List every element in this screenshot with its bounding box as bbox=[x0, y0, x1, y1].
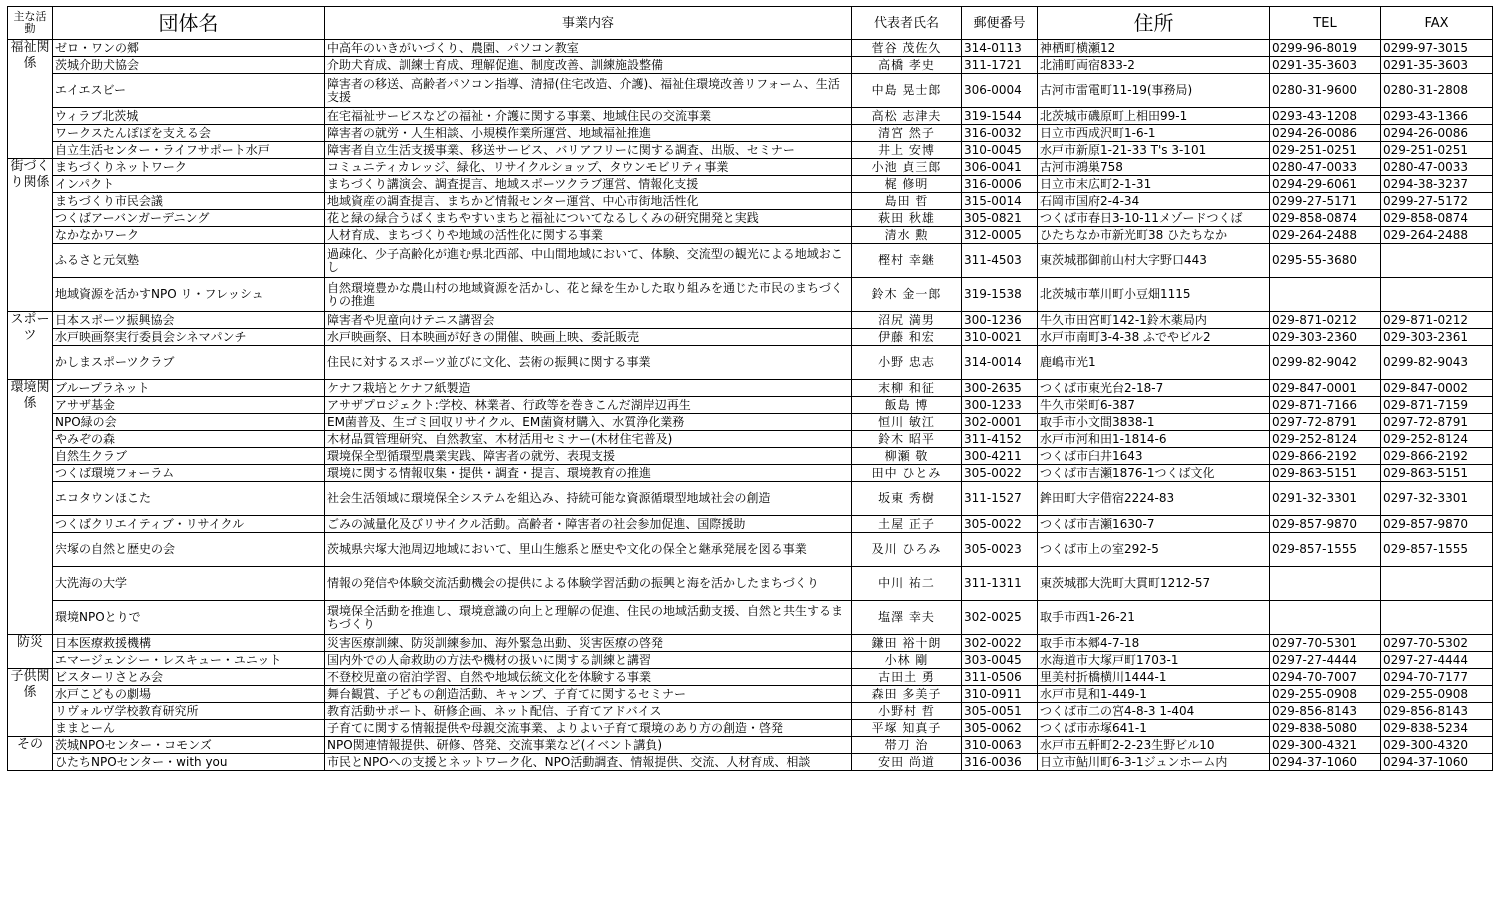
tel-number-cell: 029-838-5080 bbox=[1270, 720, 1381, 737]
org-name-cell: ブループラネット bbox=[53, 380, 325, 397]
postal-code-cell: 300-2635 bbox=[962, 380, 1038, 397]
org-name-cell: 日本医療救援機構 bbox=[53, 635, 325, 652]
tel-number-cell: 0299-27-5171 bbox=[1270, 193, 1381, 210]
activity-cell: 在宅福祉サービスなどの福祉・介護に関する事業、地域住民の交流事業 bbox=[325, 108, 852, 125]
representative-cell: 鈴木 金一郎 bbox=[852, 278, 962, 312]
tel-number-cell: 0295-55-3680 bbox=[1270, 244, 1381, 278]
address-cell: つくば市吉瀬1630-7 bbox=[1038, 516, 1270, 533]
fax-number-cell bbox=[1381, 601, 1493, 635]
fax-number-cell: 029-871-0212 bbox=[1381, 312, 1493, 329]
activity-cell: まちづくり講演会、調査提言、地域スポーツクラブ運営、情報化支援 bbox=[325, 176, 852, 193]
activity-cell: 情報の発信や体験交流活動機会の提供による体験学習活動の振興と海を活かしたまちづくり bbox=[325, 567, 852, 601]
representative-cell: 萩田 秋雄 bbox=[852, 210, 962, 227]
activity-cell: 地域資産の調査提言、まちかど情報センター運営、中心市街地活性化 bbox=[325, 193, 852, 210]
org-name-cell: 水戸映画祭実行委員会シネマパンチ bbox=[53, 329, 325, 346]
activity-cell: 中高年のいきがいづくり、農園、パソコン教室 bbox=[325, 40, 852, 57]
postal-code-cell: 316-0032 bbox=[962, 125, 1038, 142]
table-row bbox=[8, 329, 1493, 346]
representative-cell: 中島 晃士郎 bbox=[852, 74, 962, 108]
fax-number-cell: 0297-27-4444 bbox=[1381, 652, 1493, 669]
fax-number-cell: 0297-32-3301 bbox=[1381, 482, 1493, 516]
activity-cell: 障害者の就労・人生相談、小規模作業所運営、地域福祉推進 bbox=[325, 125, 852, 142]
table-row bbox=[8, 482, 1493, 516]
org-name-cell: つくば環境フォーラム bbox=[53, 465, 325, 482]
org-name-cell: 日本スポーツ振興協会 bbox=[53, 312, 325, 329]
postal-code-cell: 305-0022 bbox=[962, 465, 1038, 482]
tel-number-cell: 0299-96-8019 bbox=[1270, 40, 1381, 57]
tel-number-cell: 029-857-1555 bbox=[1270, 533, 1381, 567]
address-cell: つくば市吉瀬1876-1つくば文化 bbox=[1038, 465, 1270, 482]
activity-cell: 災害医療訓練、防災訓練参加、海外緊急出動、災害医療の啓発 bbox=[325, 635, 852, 652]
tel-number-cell: 029-303-2360 bbox=[1270, 329, 1381, 346]
address-cell: 取手市小文間3838-1 bbox=[1038, 414, 1270, 431]
table-row bbox=[8, 533, 1493, 567]
fax-number-cell: 029-863-5151 bbox=[1381, 465, 1493, 482]
header-activity: 事業内容 bbox=[325, 7, 852, 40]
org-name-cell: ひたちNPOセンター・with you bbox=[53, 754, 325, 771]
header-zip: 郵便番号 bbox=[962, 7, 1038, 40]
fax-number-cell: 029-251-0251 bbox=[1381, 142, 1493, 159]
tel-number-cell: 0291-35-3603 bbox=[1270, 57, 1381, 74]
postal-code-cell: 311-1311 bbox=[962, 567, 1038, 601]
fax-number-cell: 029-866-2192 bbox=[1381, 448, 1493, 465]
fax-number-cell: 029-838-5234 bbox=[1381, 720, 1493, 737]
fax-number-cell: 029-856-8143 bbox=[1381, 703, 1493, 720]
org-name-cell: ままとーん bbox=[53, 720, 325, 737]
org-name-cell: 宍塚の自然と歴史の会 bbox=[53, 533, 325, 567]
fax-number-cell: 029-264-2488 bbox=[1381, 227, 1493, 244]
postal-code-cell: 305-0821 bbox=[962, 210, 1038, 227]
address-cell: 水戸市五軒町2-2-23生野ビル10 bbox=[1038, 737, 1270, 754]
header-address: 住所 bbox=[1038, 7, 1270, 40]
org-name-cell: ワークスたんぽぽを支える会 bbox=[53, 125, 325, 142]
tel-number-cell: 029-252-8124 bbox=[1270, 431, 1381, 448]
org-name-cell: まちづくり市民会議 bbox=[53, 193, 325, 210]
address-cell: 古河市鴻巣758 bbox=[1038, 159, 1270, 176]
org-name-cell: つくばアーバンガーデニング bbox=[53, 210, 325, 227]
org-name-cell: ゼロ・ワンの郷 bbox=[53, 40, 325, 57]
activity-cell: 環境に関する情報収集・提供・調査・提言、環境教育の推進 bbox=[325, 465, 852, 482]
tel-number-cell bbox=[1270, 278, 1381, 312]
table-row bbox=[8, 227, 1493, 244]
representative-cell: 恒川 敏江 bbox=[852, 414, 962, 431]
org-name-cell: 自然生クラブ bbox=[53, 448, 325, 465]
activity-cell: 不登校児童の宿泊学習、自然や地域伝統文化を体験する事業 bbox=[325, 669, 852, 686]
representative-cell: 田中 ひとみ bbox=[852, 465, 962, 482]
table-row bbox=[8, 431, 1493, 448]
category-cell: その bbox=[8, 737, 53, 771]
postal-code-cell: 305-0051 bbox=[962, 703, 1038, 720]
fax-number-cell: 029-252-8124 bbox=[1381, 431, 1493, 448]
activity-cell: 自然環境豊かな農山村の地域資源を活かし、花と緑を生かした取り組みを通じた市民のまちづくりの推進 bbox=[325, 278, 852, 312]
representative-cell: 井上 安博 bbox=[852, 142, 962, 159]
tel-number-cell: 029-866-2192 bbox=[1270, 448, 1381, 465]
tel-number-cell: 0280-31-9600 bbox=[1270, 74, 1381, 108]
table-row bbox=[8, 380, 1493, 397]
fax-number-cell: 0297-72-8791 bbox=[1381, 414, 1493, 431]
fax-number-cell: 0293-43-1366 bbox=[1381, 108, 1493, 125]
representative-cell: 及川 ひろみ bbox=[852, 533, 962, 567]
representative-cell: 高橋 孝史 bbox=[852, 57, 962, 74]
postal-code-cell: 300-4211 bbox=[962, 448, 1038, 465]
postal-code-cell: 302-0001 bbox=[962, 414, 1038, 431]
tel-number-cell: 029-856-8143 bbox=[1270, 703, 1381, 720]
activity-cell: 水戸映画祭、日本映画が好きの開催、映画上映、委託販売 bbox=[325, 329, 852, 346]
activity-cell: 障害者自立生活支援事業、移送サービス、バリアフリーに関する調査、出版、セミナー bbox=[325, 142, 852, 159]
postal-code-cell: 305-0062 bbox=[962, 720, 1038, 737]
category-cell: 福祉関係 bbox=[8, 40, 53, 159]
activity-cell: 人材育成、まちづくりや地域の活性化に関する事業 bbox=[325, 227, 852, 244]
fax-number-cell bbox=[1381, 244, 1493, 278]
postal-code-cell: 314-0014 bbox=[962, 346, 1038, 380]
org-name-cell: リヴォルヴ学校教育研究所 bbox=[53, 703, 325, 720]
org-name-cell: 大洗海の大学 bbox=[53, 567, 325, 601]
org-name-cell: やみぞの森 bbox=[53, 431, 325, 448]
address-cell: ひたちなか市新光町38 ひたちなか bbox=[1038, 227, 1270, 244]
tel-number-cell: 0291-32-3301 bbox=[1270, 482, 1381, 516]
tel-number-cell bbox=[1270, 601, 1381, 635]
fax-number-cell: 029-847-0002 bbox=[1381, 380, 1493, 397]
activity-cell: ごみの減量化及びリサイクル活動。高齢者・障害者の社会参加促進、国際援助 bbox=[325, 516, 852, 533]
fax-number-cell bbox=[1381, 278, 1493, 312]
tel-number-cell: 0297-27-4444 bbox=[1270, 652, 1381, 669]
address-cell: 古河市雷電町11-19(事務局) bbox=[1038, 74, 1270, 108]
postal-code-cell: 319-1544 bbox=[962, 108, 1038, 125]
address-cell: 石岡市国府2-4-34 bbox=[1038, 193, 1270, 210]
address-cell: 日立市末広町2-1-31 bbox=[1038, 176, 1270, 193]
address-cell: 取手市西1-26-21 bbox=[1038, 601, 1270, 635]
address-cell: 北浦町両宿833-2 bbox=[1038, 57, 1270, 74]
activity-cell: 住民に対するスポーツ並びに文化、芸術の振興に関する事業 bbox=[325, 346, 852, 380]
org-name-cell: まちづくりネットワーク bbox=[53, 159, 325, 176]
tel-number-cell: 029-871-7166 bbox=[1270, 397, 1381, 414]
postal-code-cell: 316-0006 bbox=[962, 176, 1038, 193]
representative-cell: 沼尻 満男 bbox=[852, 312, 962, 329]
representative-cell: 梶 修明 bbox=[852, 176, 962, 193]
table-row bbox=[8, 397, 1493, 414]
header-fax: FAX bbox=[1381, 7, 1493, 40]
table-row bbox=[8, 74, 1493, 108]
table-row bbox=[8, 193, 1493, 210]
fax-number-cell: 0294-70-7177 bbox=[1381, 669, 1493, 686]
tel-number-cell: 029-871-0212 bbox=[1270, 312, 1381, 329]
table-row bbox=[8, 159, 1493, 176]
category-cell: 街づくり関係 bbox=[8, 159, 53, 312]
table-row bbox=[8, 754, 1493, 771]
address-cell: 日立市鮎川町6-3-1ジュンホーム内 bbox=[1038, 754, 1270, 771]
postal-code-cell: 302-0025 bbox=[962, 601, 1038, 635]
representative-cell: 塩澤 幸夫 bbox=[852, 601, 962, 635]
org-name-cell: NPO緑の会 bbox=[53, 414, 325, 431]
representative-cell: 古田土 勇 bbox=[852, 669, 962, 686]
activity-cell: 環境保全型循環型農業実践、障害者の就労、表現支援 bbox=[325, 448, 852, 465]
table-row bbox=[8, 57, 1493, 74]
fax-number-cell: 029-857-9870 bbox=[1381, 516, 1493, 533]
table-row bbox=[8, 737, 1493, 754]
activity-cell: アサザプロジェクト:学校、林業者、行政等を巻きこんだ湖岸辺再生 bbox=[325, 397, 852, 414]
table-row bbox=[8, 278, 1493, 312]
postal-code-cell: 310-0021 bbox=[962, 329, 1038, 346]
postal-code-cell: 303-0045 bbox=[962, 652, 1038, 669]
org-name-cell: かしまスポーツクラブ bbox=[53, 346, 325, 380]
table-row bbox=[8, 125, 1493, 142]
representative-cell: 帯刀 治 bbox=[852, 737, 962, 754]
tel-number-cell: 029-857-9870 bbox=[1270, 516, 1381, 533]
postal-code-cell: 302-0022 bbox=[962, 635, 1038, 652]
representative-cell: 小野村 哲 bbox=[852, 703, 962, 720]
tel-number-cell bbox=[1270, 567, 1381, 601]
address-cell: 取手市本郷4-7-18 bbox=[1038, 635, 1270, 652]
table-row bbox=[8, 40, 1493, 57]
tel-number-cell: 0294-29-6061 bbox=[1270, 176, 1381, 193]
postal-code-cell: 311-1527 bbox=[962, 482, 1038, 516]
table-row bbox=[8, 414, 1493, 431]
org-name-cell: エコタウンほこた bbox=[53, 482, 325, 516]
tel-number-cell: 0299-82-9042 bbox=[1270, 346, 1381, 380]
address-cell: つくば市臼井1643 bbox=[1038, 448, 1270, 465]
representative-cell: 森田 多美子 bbox=[852, 686, 962, 703]
org-name-cell: つくばクリエイティブ・リサイクル bbox=[53, 516, 325, 533]
representative-cell: 末柳 和征 bbox=[852, 380, 962, 397]
representative-cell: 柳瀬 敬 bbox=[852, 448, 962, 465]
address-cell: 東茨城郡大洗町大貫町1212-57 bbox=[1038, 567, 1270, 601]
category-cell: 防災 bbox=[8, 635, 53, 669]
activity-cell: 舞台観賞、子どもの創造活動、キャンプ、子育てに関するセミナー bbox=[325, 686, 852, 703]
address-cell: 北茨城市磯原町上相田99-1 bbox=[1038, 108, 1270, 125]
tel-number-cell: 0294-70-7007 bbox=[1270, 669, 1381, 686]
header-row bbox=[8, 7, 1493, 40]
header-category: 主な活動 bbox=[8, 7, 53, 40]
postal-code-cell: 311-1721 bbox=[962, 57, 1038, 74]
address-cell: 神栖町横瀬12 bbox=[1038, 40, 1270, 57]
tel-number-cell: 029-858-0874 bbox=[1270, 210, 1381, 227]
address-cell: つくば市上の室292-5 bbox=[1038, 533, 1270, 567]
activity-cell: 教育活動サポート、研修企画、ネット配信、子育てアドバイス bbox=[325, 703, 852, 720]
table-row bbox=[8, 210, 1493, 227]
table-row bbox=[8, 312, 1493, 329]
fax-number-cell: 029-303-2361 bbox=[1381, 329, 1493, 346]
fax-number-cell: 0294-37-1060 bbox=[1381, 754, 1493, 771]
table-row bbox=[8, 652, 1493, 669]
activity-cell: 市民とNPOへの支援とネットワーク化、NPO活動調査、情報提供、交流、人材育成、相談 bbox=[325, 754, 852, 771]
postal-code-cell: 310-0911 bbox=[962, 686, 1038, 703]
activity-cell: 障害者や児童向けテニス講習会 bbox=[325, 312, 852, 329]
postal-code-cell: 311-4152 bbox=[962, 431, 1038, 448]
tel-number-cell: 0293-43-1208 bbox=[1270, 108, 1381, 125]
npo-directory-table bbox=[7, 6, 1493, 771]
table-row bbox=[8, 703, 1493, 720]
address-cell: つくば市赤塚641-1 bbox=[1038, 720, 1270, 737]
table-row bbox=[8, 142, 1493, 159]
activity-cell: ケナフ栽培とケナフ紙製造 bbox=[325, 380, 852, 397]
org-name-cell: インパクト bbox=[53, 176, 325, 193]
postal-code-cell: 310-0045 bbox=[962, 142, 1038, 159]
activity-cell: 介助犬育成、訓練士育成、理解促進、制度改善、訓練施設整備 bbox=[325, 57, 852, 74]
fax-number-cell: 0299-97-3015 bbox=[1381, 40, 1493, 57]
fax-number-cell: 0299-82-9043 bbox=[1381, 346, 1493, 380]
category-cell: 子供関係 bbox=[8, 669, 53, 737]
header-name: 団体名 bbox=[53, 7, 325, 40]
representative-cell: 飯島 博 bbox=[852, 397, 962, 414]
postal-code-cell: 312-0005 bbox=[962, 227, 1038, 244]
tel-number-cell: 029-300-4321 bbox=[1270, 737, 1381, 754]
tel-number-cell: 029-863-5151 bbox=[1270, 465, 1381, 482]
table-row bbox=[8, 669, 1493, 686]
address-cell: つくば市東光台2-18-7 bbox=[1038, 380, 1270, 397]
activity-cell: 茨城県宍塚大池周辺地域において、里山生態系と歴史や文化の保全と継承発展を図る事業 bbox=[325, 533, 852, 567]
table-row bbox=[8, 346, 1493, 380]
postal-code-cell: 306-0041 bbox=[962, 159, 1038, 176]
activity-cell: 木材品質管理研究、自然教室、木材活用セミナー(木材住宅普及) bbox=[325, 431, 852, 448]
representative-cell: 小野 忠志 bbox=[852, 346, 962, 380]
representative-cell: 安田 尚道 bbox=[852, 754, 962, 771]
table-row bbox=[8, 244, 1493, 278]
postal-code-cell: 316-0036 bbox=[962, 754, 1038, 771]
representative-cell: 高松 志津夫 bbox=[852, 108, 962, 125]
fax-number-cell: 0291-35-3603 bbox=[1381, 57, 1493, 74]
activity-cell: 花と緑の緑合うばくまちやすいまちと福祉についてなるしくみの研究開発と実践 bbox=[325, 210, 852, 227]
representative-cell: 島田 哲 bbox=[852, 193, 962, 210]
activity-cell: 社会生活領域に環境保全システムを組込み、持続可能な資源循環型地域社会の創造 bbox=[325, 482, 852, 516]
activity-cell: 子育てに関する情報提供や母親交流事業、よりよい子育て環境のあり方の創造・啓発 bbox=[325, 720, 852, 737]
fax-number-cell: 0299-27-5172 bbox=[1381, 193, 1493, 210]
postal-code-cell: 311-4503 bbox=[962, 244, 1038, 278]
activity-cell: EM菌普及、生ゴミ回収リサイクル、EM菌資材購入、水質浄化業務 bbox=[325, 414, 852, 431]
fax-number-cell: 0297-70-5302 bbox=[1381, 635, 1493, 652]
activity-cell: 国内外での人命救助の方法や機材の扱いに関する訓練と講習 bbox=[325, 652, 852, 669]
org-name-cell: 地域資源を活かすNPO リ・フレッシュ bbox=[53, 278, 325, 312]
address-cell: 水戸市見和1-449-1 bbox=[1038, 686, 1270, 703]
table-row bbox=[8, 516, 1493, 533]
postal-code-cell: 310-0063 bbox=[962, 737, 1038, 754]
representative-cell: 清水 勲 bbox=[852, 227, 962, 244]
tel-number-cell: 029-251-0251 bbox=[1270, 142, 1381, 159]
category-cell: 環境関係 bbox=[8, 380, 53, 635]
representative-cell: 鎌田 裕十朗 bbox=[852, 635, 962, 652]
org-name-cell: ウィラブ北茨城 bbox=[53, 108, 325, 125]
org-name-cell: 水戸こどもの劇場 bbox=[53, 686, 325, 703]
postal-code-cell: 300-1236 bbox=[962, 312, 1038, 329]
representative-cell: 鈴木 昭平 bbox=[852, 431, 962, 448]
address-cell: 水戸市新原1-21-33 T's 3-101 bbox=[1038, 142, 1270, 159]
address-cell: つくば市二の宮4-8-3 1-404 bbox=[1038, 703, 1270, 720]
org-name-cell: エマージェンシー・レスキュー・ユニット bbox=[53, 652, 325, 669]
representative-cell: 菅谷 茂佐久 bbox=[852, 40, 962, 57]
address-cell: つくば市春日3-10-11メゾードつくば bbox=[1038, 210, 1270, 227]
postal-code-cell: 314-0113 bbox=[962, 40, 1038, 57]
tel-number-cell: 0294-26-0086 bbox=[1270, 125, 1381, 142]
tel-number-cell: 0294-37-1060 bbox=[1270, 754, 1381, 771]
postal-code-cell: 319-1538 bbox=[962, 278, 1038, 312]
table-row bbox=[8, 448, 1493, 465]
org-name-cell: 環境NPOとりで bbox=[53, 601, 325, 635]
address-cell: 日立市西成沢町1-6-1 bbox=[1038, 125, 1270, 142]
tel-number-cell: 029-847-0001 bbox=[1270, 380, 1381, 397]
representative-cell: 清宮 然子 bbox=[852, 125, 962, 142]
tel-number-cell: 029-264-2488 bbox=[1270, 227, 1381, 244]
fax-number-cell: 0280-47-0033 bbox=[1381, 159, 1493, 176]
address-cell: 鹿嶋市光1 bbox=[1038, 346, 1270, 380]
org-name-cell: ふるさと元気塾 bbox=[53, 244, 325, 278]
representative-cell: 坂東 秀樹 bbox=[852, 482, 962, 516]
address-cell: 水戸市河和田1-1814-6 bbox=[1038, 431, 1270, 448]
address-cell: 里美村折橋横川1444-1 bbox=[1038, 669, 1270, 686]
fax-number-cell: 029-255-0908 bbox=[1381, 686, 1493, 703]
representative-cell: 小池 貞三郎 bbox=[852, 159, 962, 176]
activity-cell: コミュニティカレッジ、緑化、リサイクルショップ、タウンモビリティ事業 bbox=[325, 159, 852, 176]
address-cell: 東茨城郡御前山村大字野口443 bbox=[1038, 244, 1270, 278]
address-cell: 牛久市栄町6-387 bbox=[1038, 397, 1270, 414]
org-name-cell: 茨城NPOセンター・コモンズ bbox=[53, 737, 325, 754]
postal-code-cell: 315-0014 bbox=[962, 193, 1038, 210]
org-name-cell: 茨城介助犬協会 bbox=[53, 57, 325, 74]
representative-cell: 土屋 正子 bbox=[852, 516, 962, 533]
fax-number-cell: 029-871-7159 bbox=[1381, 397, 1493, 414]
postal-code-cell: 305-0023 bbox=[962, 533, 1038, 567]
fax-number-cell: 029-300-4320 bbox=[1381, 737, 1493, 754]
address-cell: 鉾田町大字借宿2224-83 bbox=[1038, 482, 1270, 516]
postal-code-cell: 300-1233 bbox=[962, 397, 1038, 414]
postal-code-cell: 305-0022 bbox=[962, 516, 1038, 533]
postal-code-cell: 311-0506 bbox=[962, 669, 1038, 686]
table-row bbox=[8, 601, 1493, 635]
org-name-cell: なかなかワーク bbox=[53, 227, 325, 244]
org-name-cell: ビスターリさとみ会 bbox=[53, 669, 325, 686]
fax-number-cell: 0294-26-0086 bbox=[1381, 125, 1493, 142]
tel-number-cell: 0297-72-8791 bbox=[1270, 414, 1381, 431]
address-cell: 北茨城市華川町小豆畑1115 bbox=[1038, 278, 1270, 312]
activity-cell: 環境保全活動を推進し、環境意識の向上と理解の促進、住民の地域活動支援、自然と共生するまちづくり bbox=[325, 601, 852, 635]
activity-cell: NPO関連情報提供、研修、啓発、交流事業など(イベント講負) bbox=[325, 737, 852, 754]
address-cell: 牛久市田宮町142-1鈴木薬局内 bbox=[1038, 312, 1270, 329]
representative-cell: 樫村 幸継 bbox=[852, 244, 962, 278]
fax-number-cell: 0294-38-3237 bbox=[1381, 176, 1493, 193]
tel-number-cell: 0280-47-0033 bbox=[1270, 159, 1381, 176]
table-row bbox=[8, 176, 1493, 193]
category-cell: スポーツ bbox=[8, 312, 53, 380]
postal-code-cell: 306-0004 bbox=[962, 74, 1038, 108]
address-cell: 水戸市南町3-4-38 ふでやビル2 bbox=[1038, 329, 1270, 346]
org-name-cell: エイエスビー bbox=[53, 74, 325, 108]
representative-cell: 平塚 知真子 bbox=[852, 720, 962, 737]
tel-number-cell: 0297-70-5301 bbox=[1270, 635, 1381, 652]
table-row bbox=[8, 465, 1493, 482]
org-name-cell: 自立生活センター・ライフサポート水戸 bbox=[53, 142, 325, 159]
fax-number-cell: 0280-31-2808 bbox=[1381, 74, 1493, 108]
table-row bbox=[8, 720, 1493, 737]
header-tel: TEL bbox=[1270, 7, 1381, 40]
fax-number-cell: 029-858-0874 bbox=[1381, 210, 1493, 227]
representative-cell: 小林 剛 bbox=[852, 652, 962, 669]
table-row bbox=[8, 108, 1493, 125]
tel-number-cell: 029-255-0908 bbox=[1270, 686, 1381, 703]
header-rep: 代表者氏名 bbox=[852, 7, 962, 40]
representative-cell: 中川 祐二 bbox=[852, 567, 962, 601]
fax-number-cell bbox=[1381, 567, 1493, 601]
table-row bbox=[8, 635, 1493, 652]
representative-cell: 伊藤 和宏 bbox=[852, 329, 962, 346]
activity-cell: 障害者の移送、高齢者パソコン指導、清掃(住宅改造、介護)、福祉住環境改善リフォーム、生活支援 bbox=[325, 74, 852, 108]
table-row bbox=[8, 567, 1493, 601]
table-row bbox=[8, 686, 1493, 703]
activity-cell: 過疎化、少子高齢化が進む県北西部、中山間地域において、体験、交流型の観光による地域おこし bbox=[325, 244, 852, 278]
address-cell: 水海道市大塚戸町1703-1 bbox=[1038, 652, 1270, 669]
fax-number-cell: 029-857-1555 bbox=[1381, 533, 1493, 567]
org-name-cell: アサザ基金 bbox=[53, 397, 325, 414]
